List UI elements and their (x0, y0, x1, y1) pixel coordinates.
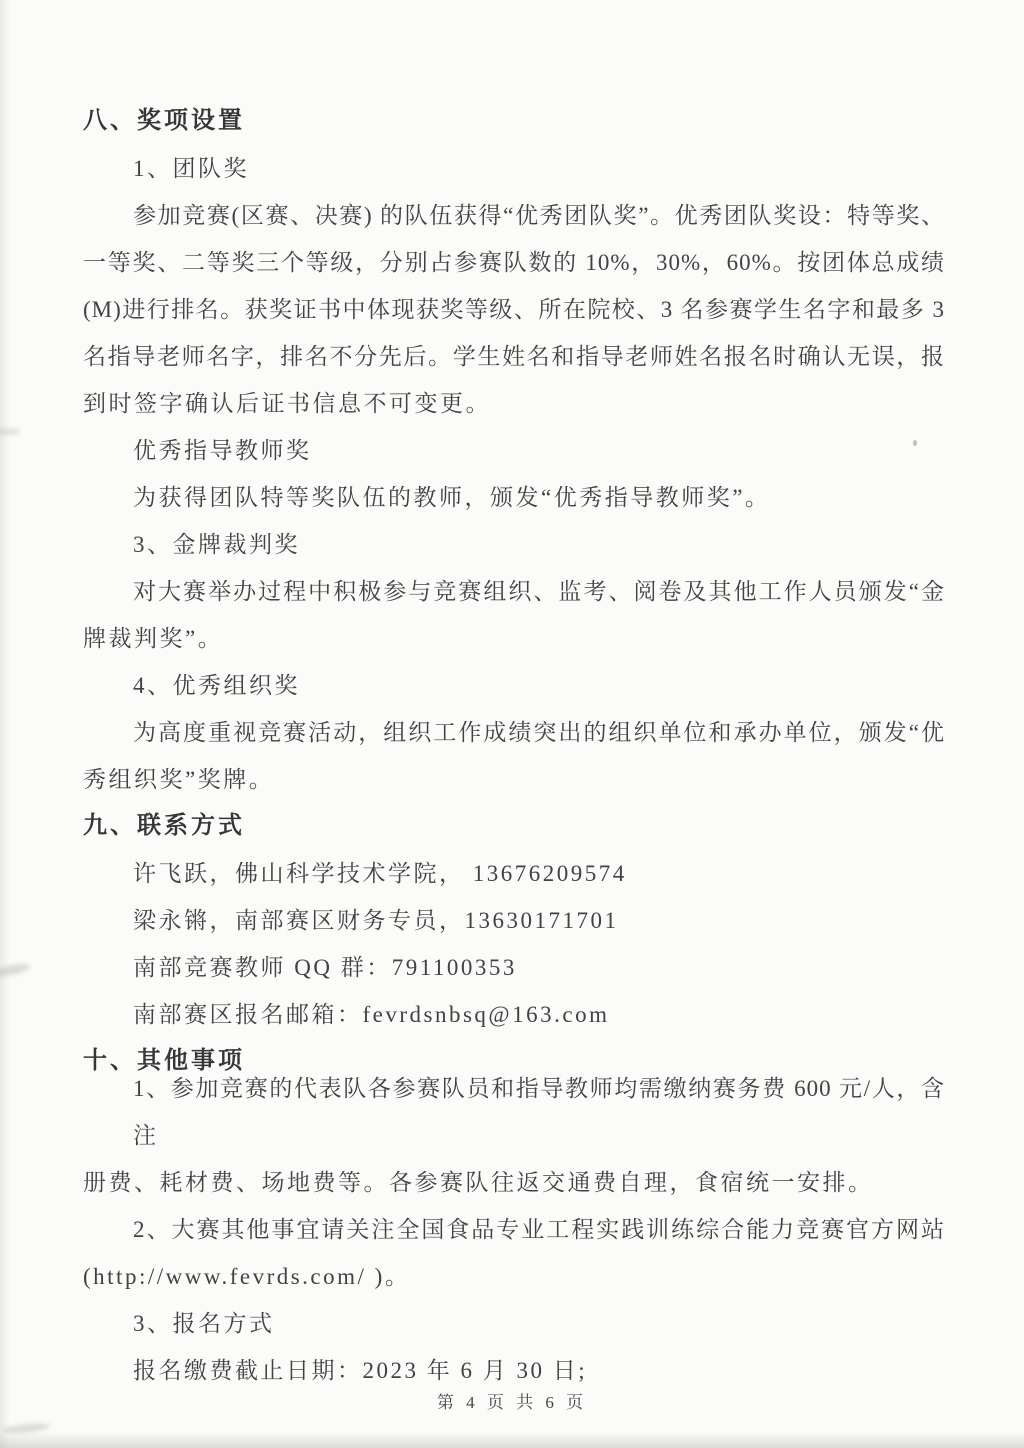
scan-artifact (0, 961, 31, 978)
document-body (83, 98, 945, 1394)
text-line: 一等奖、二等奖三个等级，分别占参赛队数的 10%，30%，60%。按团体总成绩 (83, 250, 945, 275)
text-line: 1、参加竞赛的代表队各参赛队员和指导教师均需缴纳赛务费 600 元/人，含注 (133, 1076, 945, 1148)
text-line: 到时签字确认后证书信息不可变更。 (83, 391, 491, 416)
scan-edge-shadow-bottom (0, 1432, 1024, 1448)
text-line: 3、金牌裁判奖 (133, 532, 300, 557)
text-line: 南部赛区报名邮箱：fevrdsnbsq@163.com (133, 1002, 610, 1027)
text-line: 1、团队奖 (133, 156, 249, 181)
text-line: 4、优秀组织奖 (133, 673, 300, 698)
text-line: 为高度重视竞赛活动，组织工作成绩突出的组织单位和承办单位，颁发“优 (133, 720, 945, 745)
text-line: 南部竞赛教师 QQ 群：791100353 (133, 955, 517, 980)
text-line: 3、报名方式 (133, 1311, 275, 1336)
page-footer (0, 1388, 1024, 1413)
section-heading: 十、其他事项 (83, 1048, 245, 1074)
text-line: 参加竞赛(区赛、决赛) 的队伍获得“优秀团队奖”。优秀团队奖设：特等奖、 (133, 203, 945, 228)
text-line: 2、大赛其他事宜请关注全国食品专业工程实践训练综合能力竞赛官方网站 (133, 1217, 945, 1242)
section-heading: 八、奖项设置 (83, 108, 245, 134)
text-line: (http://www.fevrds.com/ )。 (83, 1264, 411, 1289)
scan-artifact (2, 1422, 51, 1436)
text-line: (M)进行排名。获奖证书中体现获奖等级、所在院校、3 名参赛学生名字和最多 3 (83, 297, 945, 322)
section-heading: 九、联系方式 (83, 813, 245, 839)
page-number: 第 4 页 共 6 页 (436, 1393, 588, 1412)
text-line: 梁永锵，南部赛区财务专员，13630171701 (133, 908, 619, 933)
text-line: 牌裁判奖”。 (83, 626, 224, 651)
text-line: 名指导老师名字，排名不分先后。学生姓名和指导老师姓名报名时确认无误，报 (83, 344, 945, 369)
text-line: 许飞跃，佛山科学技术学院， 13676209574 (133, 861, 627, 886)
scan-edge-shadow-left (0, 0, 10, 1448)
text-line: 报名缴费截止日期：2023 年 6 月 30 日; (133, 1358, 588, 1383)
scan-artifact (0, 428, 20, 435)
text-line: 为获得团队特等奖队伍的教师，颁发“优秀指导教师奖”。 (133, 485, 771, 510)
text-line: 优秀指导教师奖 (133, 438, 312, 463)
text-line: 对大赛举办过程中积极参与竞赛组织、监考、阅卷及其他工作人员颁发“金 (133, 579, 945, 604)
text-line: 册费、耗材费、场地费等。各参赛队往返交通费自理，食宿统一安排。 (83, 1170, 874, 1195)
text-line: 秀组织奖”奖牌。 (83, 767, 275, 792)
